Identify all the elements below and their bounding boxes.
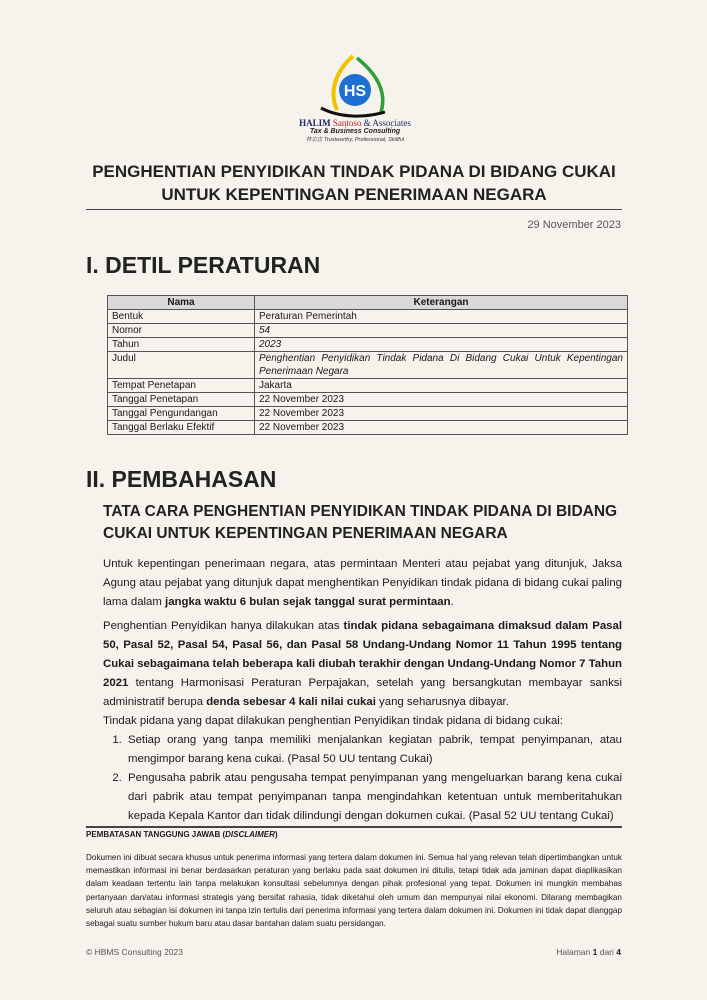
table-row: Tanggal Penetapan 22 November 2023 xyxy=(108,393,628,407)
table-row: Tempat Penetapan Jakarta xyxy=(108,379,628,393)
list-item: 1. Setiap orang yang tanpa memiliki menjalankan kegiatan pabrik, tempat penyimpanan, atau mengimpor barang kena cukai. (Pasal 50 UU tentang Cukai) xyxy=(125,731,622,769)
table-row: Bentuk Peraturan Pemerintah xyxy=(108,310,628,324)
section-heading-1: I. DETIL PERATURAN xyxy=(86,252,321,278)
document-date: 29 November 2023 xyxy=(527,219,621,231)
company-logo xyxy=(290,52,420,150)
table-row: Tanggal Berlaku Efektif 22 November 2023 xyxy=(108,421,628,435)
table-row: Nomor 54 xyxy=(108,324,628,338)
footer-copyright: © HBMS Consulting 2023 xyxy=(86,947,183,957)
svg-text:HS: HS xyxy=(343,83,367,100)
logo-tagline: Tax & Business Consulting xyxy=(309,128,401,135)
logo-name-c: & Associates xyxy=(363,118,411,128)
disclaimer-heading: PEMBATASAN TANGGUNG JAWAB (DISCLAIMER) xyxy=(86,830,278,839)
table-row: Tahun 2023 xyxy=(108,338,628,352)
logo-name: HALIM xyxy=(299,118,331,128)
paragraph-3: Tindak pidana yang dapat dilakukan penghentian Penyidikan tindak pidana di bidang cukai: 1. Setiap orang yang tanpa memiliki menjalankan kegiatan pabrik, tempat penyimpanan, atau mengimpor barang kena cukai. (Pasal 50 UU tentang Cukai) 2. Pengusaha pabrik atau pengusaha tempat penyimpanan yang mengeluarkan barang kena cukai dari pabrik atau tempat penyimpanan tanpa mengindahkan ketentuan untuk memberitahukan kepada Kepala Kantor dan tidak dilindungi dengan dokumen cukai. (Pasal 52 UU tentang Cukai) xyxy=(103,712,622,826)
table-row: Tanggal Pengundangan 22 November 2023 xyxy=(108,407,628,421)
globe-logo-icon xyxy=(315,52,395,122)
disclaimer-divider xyxy=(86,826,622,828)
table-header: Nama Keterangan xyxy=(108,296,628,310)
subsection-title: TATA CARA PENGHENTIAN PENYIDIKAN TINDAK PIDANA DI BIDANG CUKAI UNTUK KEPENTINGAN PENERIMAAN NEGARA xyxy=(103,503,618,542)
disclaimer-text: Dokumen ini dibuat secara khusus untuk penerima informasi yang tertera dalam dokumen ini. Semua hal yang relevan telah dipertimbangkan untuk memastikan informasi ini benar berdasarkan peraturan yang berlaku pada saat dokumen ini ditulis, tetapi tidak ada jaminan dapat diaplikasikan dalam keadaan tertentu lain tanpa melakukan konsultasi sebelumnya dengan pihak profesional yang tepat. Dokumen ini mungkin membahas pertanyaan dan/atau informasi strategis yang bersifat rahasia, tidak diketahui oleh umum dan mempunyai nilai ekonomi. Dilarang membagikan seluruh atau sebagian isi dokumen ini tanpa izin tertulis dari penerima informasi yang tertera dalam dokumen ini. Dokumen ini tidak dapat dianggap sebagai suatu sumber hukum baru atau dasar bantahan dalam suatu persidangan. xyxy=(86,853,622,929)
offense-list xyxy=(103,731,622,826)
logo-name-b: Santoso xyxy=(332,118,362,128)
section-heading-2: II. PEMBAHASAN xyxy=(86,466,277,492)
logo-motto: Trustworthy, Professional, Skillful xyxy=(323,137,405,143)
paragraph-1: Untuk kepentingan penerimaan negara, atas permintaan Menteri atau pejabat yang ditunjuk, Jaksa Agung atau pejabat yang ditunjuk dapat menghentikan Penyidikan tindak pidana di bidang cukai paling lama dalam jangka waktu 6 bulan sejak tanggal surat permintaan. xyxy=(103,558,622,608)
table-row: Judul Penghentian Penyidikan Tindak Pidana Di Bidang Cukai Untuk Kepentingan Penerimaan Negara xyxy=(108,352,628,379)
document-title: PENGHENTIAN PENYIDIKAN TINDAK PIDANA DI BIDANG CUKAI UNTUK KEPENTINGAN PENERIMAAN NEGARA xyxy=(92,162,616,204)
page-number: Halaman 1 dari 4 xyxy=(556,947,621,957)
paragraph-2: Penghentian Penyidikan hanya dilakukan atas tindak pidana sebagaimana dimaksud dalam Pasal 50, Pasal 52, Pasal 54, Pasal 56, dan Pasal 58 Undang-Undang Nomor 11 Tahun 1995 tentang Cukai sebagaimana telah beberapa kali diubah terakhir dengan Undang-Undang Nomor 7 Tahun 2021 tentang Harmonisasi Peraturan Perpajakan, setelah yang bersangkutan membayar sanksi administratif berupa denda sebesar 4 kali nilai cukai yang seharusnya dibayar. xyxy=(103,620,622,708)
list-item: 2. Pengusaha pabrik atau pengusaha tempat penyimpanan yang mengeluarkan barang kena cukai dari pabrik atau tempat penyimpanan tanpa mengindahkan ketentuan untuk memberitahukan kepada Kepala Kantor dan tidak dilindungi dengan dokumen cukai. (Pasal 52 UU tentang Cukai) xyxy=(125,769,622,826)
title-divider xyxy=(86,209,622,210)
regulation-table xyxy=(107,295,628,435)
logo-chinese: 林志忠 xyxy=(305,137,323,143)
